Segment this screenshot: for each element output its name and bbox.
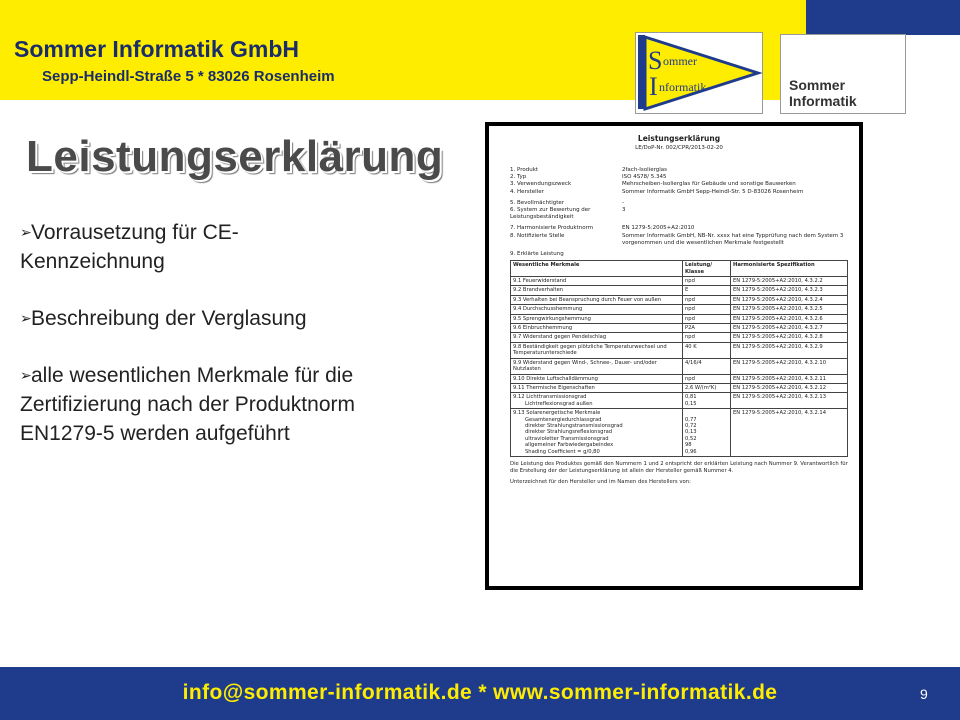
table-cell-line: direkter Strahlungstransmissionsgrad [525,422,623,429]
table-cell: 9.6 Einbruchhemmung [511,324,683,333]
wordmark-line-1: Sommer [789,77,846,93]
document-field-value: - [622,199,624,206]
bullet-item [20,361,380,448]
table-cell: 9.4 Durchschusshemmung [511,305,683,314]
table-cell-line: 9.12 Lichttransmissionsgrad [513,394,587,401]
table-cell: npd [683,277,731,286]
table-cell: npd [683,295,731,304]
company-address: Sepp-Heindl-Straße 5 * 83026 Rosenheim [42,68,335,85]
properties-table [510,260,848,457]
bullet-list [20,218,380,476]
table-row [511,305,848,314]
arrow-bullet-icon: ➢ [20,224,32,240]
table-cell: EN 1279-5:2005+A2:2010, 4.3.2.10 [731,358,848,374]
document-field [510,233,848,247]
document-field [510,174,848,181]
table-cell: 40 K [683,342,731,358]
table-cell-line: 98 [685,442,692,449]
document-field [510,167,848,174]
table-cell: EN 1279-5:2005+A2:2010, 4.3.2.13 [731,393,848,409]
document-field-label: 5. Bevollmächtigter [510,199,565,206]
table-row [511,295,848,304]
table-cell-line: ultravioletter Transmissionsgrad [525,435,609,442]
bullet-item [20,218,380,276]
arrow-bullet-icon: ➢ [20,367,32,383]
table-header-cell: Leistung/ Klasse [683,261,731,277]
document-field [510,225,848,232]
table-cell-line: 0,15 [685,400,697,407]
document-field-value [622,251,848,258]
pennant-logo [635,32,763,114]
table-cell: 4/16/4 [683,358,731,374]
table-cell: 9.3 Verhalten bei Beanspruchung durch Feuer von außen [511,295,683,304]
page-number: 9 [920,686,928,702]
document-fields [510,167,848,258]
table-cell [683,409,731,457]
table-cell: 9.10 Direkte Luftschalldämmung [511,374,683,383]
table-header-cell: Wesentliche Merkmale [511,261,683,277]
pennant-big-i: I [649,72,658,101]
document-number: LE/DoP-Nr. 002/CPR/2013-02-20 [635,145,723,151]
table-cell: 9.7 Widerstand gegen Pendelschlag [511,333,683,342]
table-cell: P2A [683,324,731,333]
table-row [511,409,848,457]
table-row [511,358,848,374]
pennant-rest-i: nformatik [659,80,707,94]
table-cell: 9.8 Beständigkeit gegen plötzliche Temperaturwechsel und Temperaturunterschiede [511,342,683,358]
table-cell: EN 1279-5:2005+A2:2010, 4.3.2.11 [731,374,848,383]
table-cell: EN 1279-5:2005+A2:2010, 4.3.2.8 [731,333,848,342]
document-field-label: 3. Verwendungszweck [510,181,572,188]
document-field-label: 9. Erklärte Leistung [510,251,564,258]
table-cell-line: 0,81 [685,394,697,401]
table-cell: 2,6 W/(m²K) [683,383,731,392]
table-cell [511,409,683,457]
table-cell: EN 1279-5:2005+A2:2010, 4.3.2.2 [731,277,848,286]
table-row [511,314,848,323]
document-title: Leistungserklärung [637,134,721,143]
pennant-logo-graphic [636,33,762,113]
table-cell-line: Gesamtenergiedurchlassgrad [525,416,602,423]
arrow-bullet-icon: ➢ [20,310,32,326]
table-header-cell: Harmonisierte Spezifikation [731,261,848,277]
table-body [511,277,848,457]
document-field-value: 2fach-Isolierglas [622,167,668,173]
table-cell-line: 0,72 [685,422,697,429]
table-cell: E [683,286,731,295]
bullet-text: Beschreibung der Verglasung [31,307,307,330]
document-field-label: 6. System zur Bewertung der Leistungsbeständigkeit [510,207,591,221]
bullet-text: alle wesentlichen Merkmale für die Zertifizierung nach der Produktnorm EN1279-5 werden aufgeführt [20,364,355,445]
table-row [511,374,848,383]
table-row [511,324,848,333]
bullet-text: Vorrausetzung für CE-Kennzeichnung [20,221,239,273]
table-cell: npd [683,333,731,342]
document-field-label: 4. Hersteller [510,188,544,195]
document-field-value: 3 [622,207,626,214]
document-footer-text: Die Leistung des Produktes gemäß den Nummern 1 und 2 entspricht der erklärten Leistung nach Nummer 9. Verantwortlich für die Erstellung der der Leistungserklärung ist allein der Hersteller gemäß Nummer 4. [510,460,848,474]
bullet-item [20,304,380,333]
table-cell: 9.11 Thermische Eigenschaften [511,383,683,392]
table-cell-line: 0,96 [685,448,697,455]
pennant-big-s: S [648,46,663,75]
document-field [510,189,848,196]
table-cell-line: Shading Coefficient = g/0,80 [525,448,600,455]
wordmark-line-2: Informatik [789,93,857,109]
table-cell: npd [683,314,731,323]
table-cell-line: Lichtreflexionsgrad außen [525,400,593,407]
table-row [511,333,848,342]
table-cell: npd [683,374,731,383]
page-title: Leistungserklärung [26,132,444,181]
table-cell: EN 1279-5:2005+A2:2010, 4.3.2.5 [731,305,848,314]
table-header-row [511,261,848,277]
table-row [511,286,848,295]
document-field-value: EN 1279-5:2005+A2:2010 [622,225,695,232]
document-field-label: 8. Notifizierte Stelle [510,232,565,239]
table-cell: EN 1279-5:2005+A2:2010, 4.3.2.4 [731,295,848,304]
document-signature-text: Unterzeichnet für den Hersteller und im Namen des Herstellers von: [510,478,691,485]
document-field [510,181,848,188]
document-field [510,200,848,207]
table-cell-line: 0,77 [685,416,697,423]
document-field-label: 2. Typ [510,174,527,181]
document-field [510,207,848,221]
table-row [511,342,848,358]
table-row [511,383,848,392]
table-cell: EN 1279-5:2005+A2:2010, 4.3.2.6 [731,314,848,323]
table-row [511,277,848,286]
table-cell: EN 1279-5:2005+A2:2010, 4.3.2.12 [731,383,848,392]
wordmark-logo [780,34,906,114]
document-field-value: ISO 4S78/ 5.345 [622,174,667,181]
table-cell-line: 0,13 [685,429,697,436]
table-cell-line: allgemeiner Farbwiedergabeindex [525,442,614,449]
footer-contact: info@sommer-informatik.de * www.sommer-informatik.de [182,681,778,704]
table-cell: 9.9 Widerstand gegen Wind-, Schnee-, Dauer- und/oder Nutzlasten [511,358,683,374]
document-field-value: Mehrscheiben-Isolierglas für Gebäude und sonstige Bauwerken [622,181,796,188]
document-field [510,251,848,258]
table-cell-line: 0,52 [685,435,697,442]
document-field-label: 7. Harmonisierte Produktnorm [510,225,594,232]
document-field-label: 1. Produkt [510,167,539,173]
document-field-value: Sommer Informatik GmbH Sepp-Heindl-Str. 5 D-83026 Rosenheim [622,188,804,195]
table-cell: 9.1 Feuerwiderstand [511,277,683,286]
document-preview [485,122,863,590]
table-cell: EN 1279-5:2005+A2:2010, 4.3.2.7 [731,324,848,333]
table-cell: EN 1279-5:2005+A2:2010, 4.3.2.9 [731,342,848,358]
table-cell [511,393,683,409]
table-cell: EN 1279-5:2005+A2:2010, 4.3.2.14 [731,409,848,457]
table-cell-line: 9.13 Solarenergetische Merkmale [513,410,601,417]
table-cell [683,393,731,409]
table-cell-line: direkter Strahlungsreflexionsgrad [525,429,613,436]
table-row [511,393,848,409]
table-cell: 9.5 Sprengwirkungshemmung [511,314,683,323]
header-accent [806,0,960,35]
pennant-rest-s: ommer [663,54,697,68]
table-cell: 9.2 Brandverhalten [511,286,683,295]
table-cell: npd [683,305,731,314]
company-name: Sommer Informatik GmbH [14,36,299,62]
document-field-value: Sommer Informatik GmbH, NB-Nr. xxxx hat eine Typprüfung nach dem System 3 vorgenommen und die wesentlichen Merkmale festgestellt [622,232,844,246]
document-page [489,126,859,586]
table-cell: EN 1279-5:2005+A2:2010, 4.3.2.3 [731,286,848,295]
